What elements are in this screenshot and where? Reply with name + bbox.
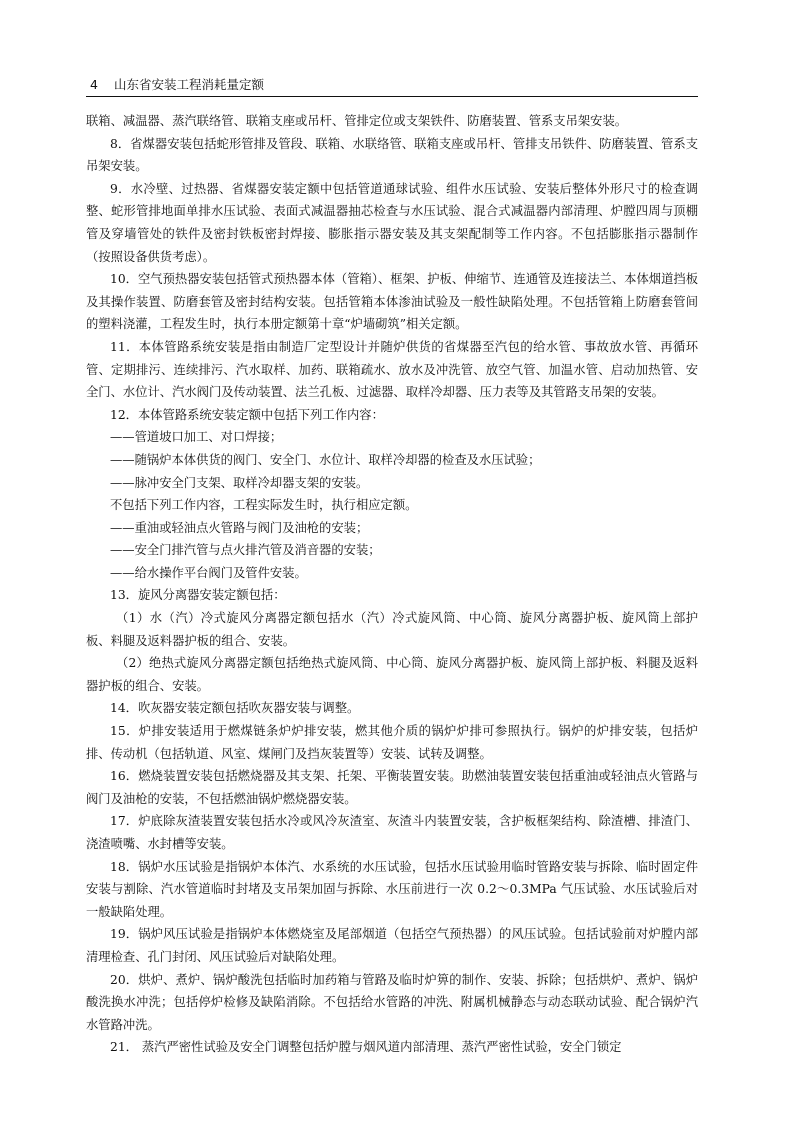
sub-paragraph: （2）绝热式旋风分离器定额包括绝热式旋风筒、中心筒、旋风分离器护板、旋风筒上部护板、料腿及返料器护板的组合、安装。 (86, 656, 698, 693)
paragraph: 联箱、减温器、蒸汽联络管、联箱支座或吊杆、管排定位或支架铁件、防磨装置、管系支吊架安装。 (86, 114, 628, 128)
list-item: ——管道坡口加工、对口焊接； (110, 430, 283, 445)
paragraph: 10．空气预热器安装包括管式预热器本体（管箱）、框架、护板、伸缩节、连通管及连接法兰、本体烟道挡板及其操作装置、防磨套管及密封结构安装。包括管箱本体渗油试验及一般性缺陷处理。不包括管箱上防磨套管间的塑料浇灌，工程发生时，执行本册定额第十章“炉墙砌筑”相关定额。 (86, 272, 698, 332)
book-title: 山东省安装工程消耗量定额 (113, 77, 264, 92)
body-text (86, 110, 698, 1059)
paragraph: 20．烘炉、煮炉、锅炉酸洗包括临时加药箱与管路及临时炉箅的制作、安装、拆除；包括烘炉、煮炉、锅炉酸洗换水冲洗；包括停炉检修及缺陷消除。不包括给水管路的冲洗、附属机械静态与动态联动试验、配合锅炉汽水管路冲洗。 (86, 972, 698, 1032)
paragraph: 13．旋风分离器安装定额包括： (110, 588, 286, 603)
list-item: ——脉冲安全门支架、取样冷却器支架的安装。 (110, 475, 369, 490)
page-number: 4 (90, 77, 98, 92)
list-item: ——重油或轻油点火管路与阀门及油枪的安装； (110, 520, 369, 535)
paragraph: 不包括下列工作内容，工程实际发生时，执行相应定额。 (110, 498, 418, 513)
paragraph: 14．吹灰器安装定额包括吹灰器安装与调整。 (110, 701, 360, 716)
paragraph: 12．本体管路系统安装定额中包括下列工作内容： (110, 407, 384, 422)
paragraph: 16．燃烧装置安装包括燃烧器及其支架、托架、平衡装置安装。助燃油装置安装包括重油或轻油点火管路与阀门及油枪的安装，不包括燃油锅炉燃烧器安装。 (86, 769, 698, 806)
paragraph: 11．本体管路系统安装是指由制造厂定型设计并随炉供货的省煤器至汽包的给水管、事故放水管、再循环管、定期排污、连续排污、汽水取样、加药、联箱疏水、放水及冲洗管、放空气管、加温水管、启动加热管、安全门、水位计、汽水阀门及传动装置、法兰孔板、过滤器、取样冷却器、压力表等及其管路支吊架的安装。 (86, 339, 698, 400)
paragraph: 19．锅炉风压试验是指锅炉本体燃烧室及尾部烟道（包括空气预热器）的风压试验。包括试验前对炉膛内部清理检查、孔门封闭、风压试验后对缺陷处理。 (86, 927, 698, 964)
paragraph: 18．锅炉水压试验是指锅炉本体汽、水系统的水压试验，包括水压试验用临时管路安装与拆除、临时固定件安装与割除、汽水管道临时封堵及支吊架加固与拆除、水压前进行一次 0.2～0.3MPa 气压试验、水压试验后对一般缺陷处理。 (86, 859, 698, 919)
paragraph: 21． 蒸汽严密性试验及安全门调整包括炉膛与烟风道内部清理、蒸汽严密性试验，安全门锁定 (110, 1040, 622, 1055)
paragraph: 8．省煤器安装包括蛇形管排及管段、联箱、水联络管、联箱支座或吊杆、管排支吊铁件、防磨装置、管系支吊架安装。 (86, 136, 698, 174)
paragraph: 9．水冷壁、过热器、省煤器安装定额中包括管道通球试验、组件水压试验、安装后整体外形尺寸的检查调整、蛇形管排地面单排水压试验、表面式减温器抽芯检查与水压试验、混合式减温器内部清理、炉膛四周与顶棚管及穿墙管处的铁件及密封铁板密封焊接、膨胀指示器安装及其支架配制等工作内容。不包括膨胀指示器制作（按照设备供货考虑）。 (86, 181, 698, 264)
paragraph: 15．炉排安装适用于燃煤链条炉炉排安装，燃其他介质的锅炉炉排可参照执行。锅炉的炉排安装，包括炉排、传动机（包括轨道、风室、煤闸门及挡灰装置等）安装、试转及调整。 (86, 724, 698, 761)
running-header (86, 74, 698, 97)
list-item: ——给水操作平台阀门及管件安装。 (110, 565, 307, 580)
list-item: ——安全门排汽管与点火排汽管及消音器的安装； (110, 543, 381, 558)
paragraph: 17．炉底除灰渣装置安装包括水冷或风冷灰渣室、灰渣斗内装置安装，含护板框架结构、除渣槽、排渣门、浇渣喷嘴、水封槽等安装。 (86, 814, 698, 851)
sub-paragraph: （1）水（汽）冷式旋风分离器定额包括水（汽）冷式旋风筒、中心筒、旋风分离器护板、旋风筒上部护板、料腿及返料器护板的组合、安装。 (86, 611, 698, 648)
list-item: ——随锅炉本体供货的阀门、安全门、水位计、取样冷却器的检查及水压试验； (110, 452, 541, 467)
